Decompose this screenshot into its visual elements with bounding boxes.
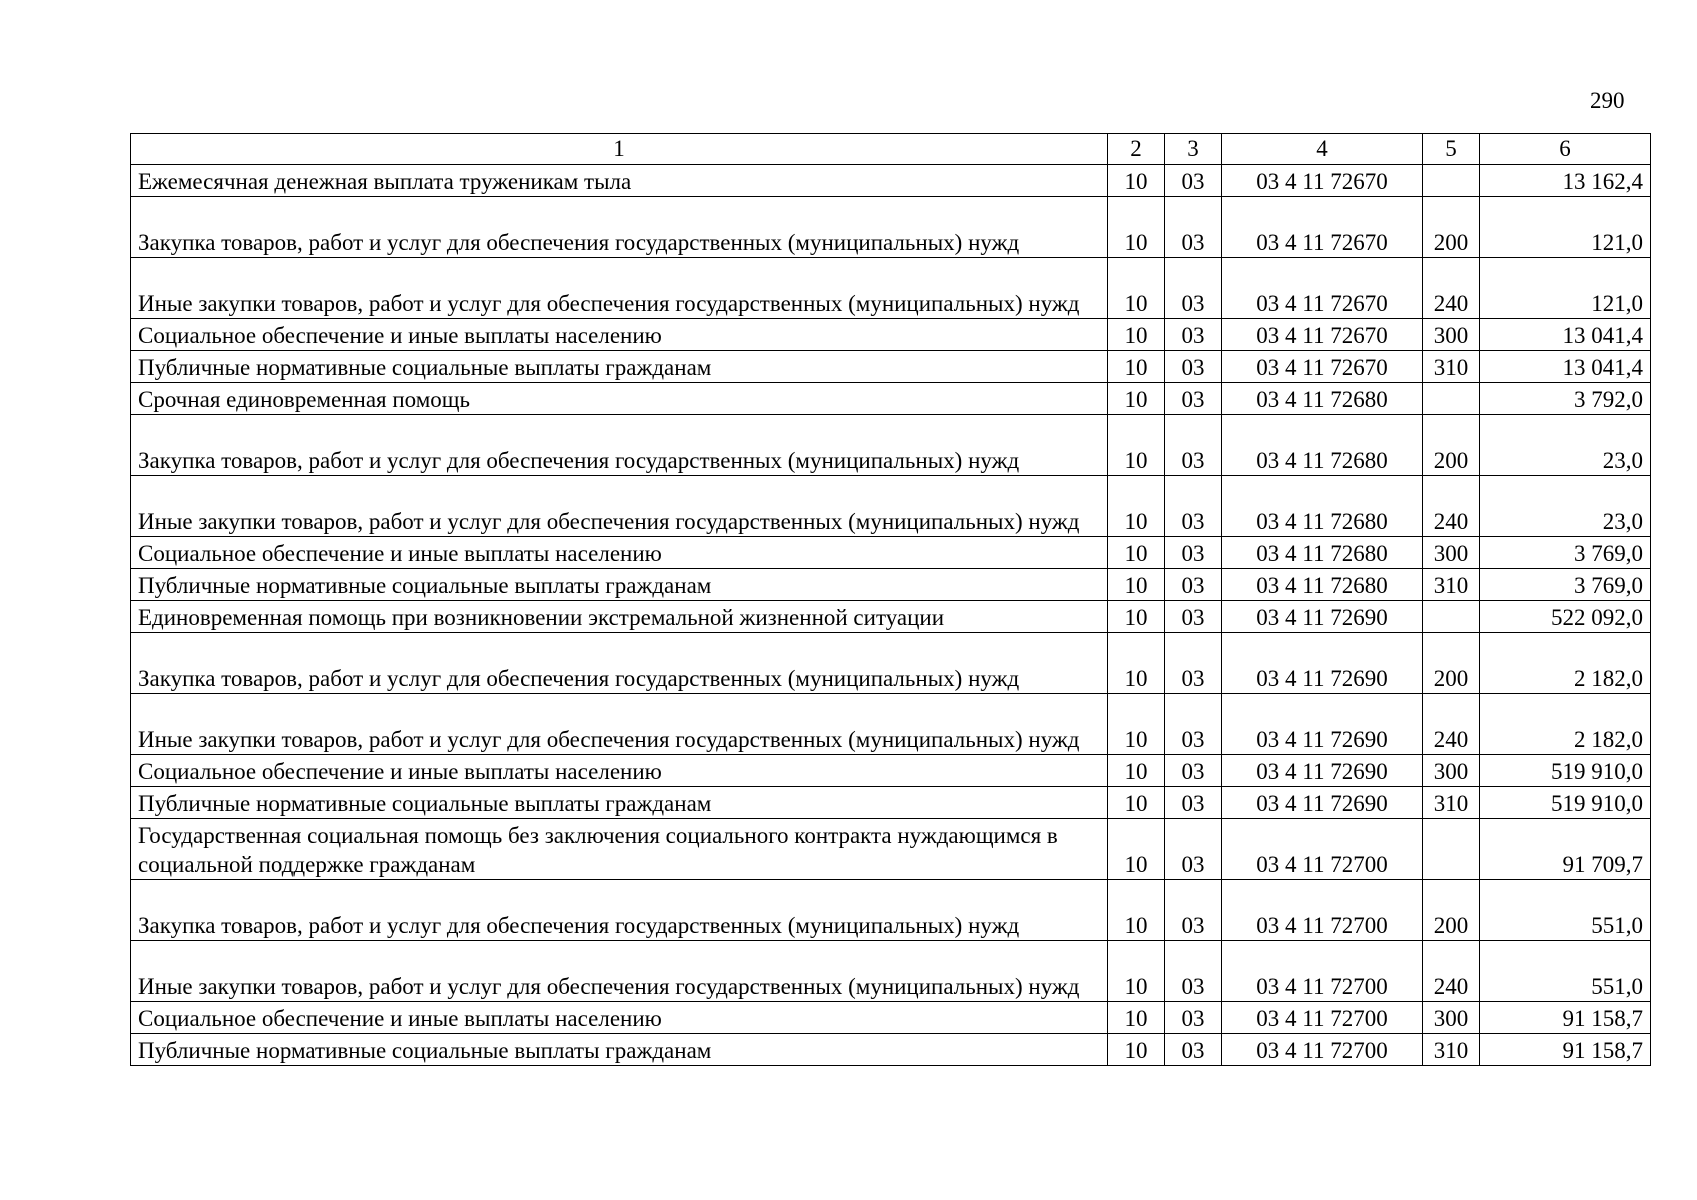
row-target-article: 03 4 11 72680	[1222, 569, 1423, 601]
table-row	[131, 537, 1651, 569]
row-target-article: 03 4 11 72690	[1222, 694, 1423, 755]
row-subsection: 03	[1165, 537, 1222, 569]
row-target-article: 03 4 11 72690	[1222, 633, 1423, 694]
row-expense-type: 240	[1423, 476, 1480, 537]
row-section: 10	[1108, 415, 1165, 476]
row-amount: 551,0	[1480, 941, 1651, 1002]
row-subsection: 03	[1165, 415, 1222, 476]
table-row	[131, 197, 1651, 258]
row-section: 10	[1108, 1034, 1165, 1066]
row-target-article: 03 4 11 72670	[1222, 319, 1423, 351]
row-target-article: 03 4 11 72690	[1222, 601, 1423, 633]
row-section: 10	[1108, 694, 1165, 755]
column-header-1: 1	[131, 134, 1108, 165]
row-section: 10	[1108, 880, 1165, 941]
row-amount: 3 769,0	[1480, 537, 1651, 569]
table-row	[131, 351, 1651, 383]
row-subsection: 03	[1165, 880, 1222, 941]
row-amount: 91 158,7	[1480, 1002, 1651, 1034]
table-row	[131, 383, 1651, 415]
column-header-6: 6	[1480, 134, 1651, 165]
row-name: Ежемесячная денежная выплата труженикам тыла	[131, 165, 1108, 197]
row-subsection: 03	[1165, 258, 1222, 319]
row-section: 10	[1108, 537, 1165, 569]
row-subsection: 03	[1165, 1002, 1222, 1034]
row-section: 10	[1108, 941, 1165, 1002]
row-expense-type: 300	[1423, 319, 1480, 351]
row-name: Социальное обеспечение и иные выплаты населению	[131, 1002, 1108, 1034]
row-subsection: 03	[1165, 601, 1222, 633]
table-row	[131, 1034, 1651, 1066]
row-amount: 519 910,0	[1480, 755, 1651, 787]
row-name: Иные закупки товаров, работ и услуг для обеспечения государственных (муниципальных) нужд	[131, 476, 1108, 537]
row-target-article: 03 4 11 72700	[1222, 819, 1423, 880]
table-row	[131, 633, 1651, 694]
row-expense-type: 200	[1423, 633, 1480, 694]
table-row	[131, 941, 1651, 1002]
row-name: Иные закупки товаров, работ и услуг для обеспечения государственных (муниципальных) нужд	[131, 694, 1108, 755]
row-subsection: 03	[1165, 1034, 1222, 1066]
row-section: 10	[1108, 258, 1165, 319]
row-amount: 121,0	[1480, 197, 1651, 258]
row-section: 10	[1108, 165, 1165, 197]
row-name: Закупка товаров, работ и услуг для обеспечения государственных (муниципальных) нужд	[131, 197, 1108, 258]
row-expense-type	[1423, 383, 1480, 415]
row-target-article: 03 4 11 72680	[1222, 383, 1423, 415]
row-amount: 551,0	[1480, 880, 1651, 941]
row-subsection: 03	[1165, 941, 1222, 1002]
row-target-article: 03 4 11 72670	[1222, 165, 1423, 197]
row-amount: 3 792,0	[1480, 383, 1651, 415]
row-expense-type: 310	[1423, 569, 1480, 601]
row-section: 10	[1108, 1002, 1165, 1034]
row-subsection: 03	[1165, 383, 1222, 415]
row-subsection: 03	[1165, 755, 1222, 787]
column-header-2: 2	[1108, 134, 1165, 165]
row-section: 10	[1108, 755, 1165, 787]
row-amount: 121,0	[1480, 258, 1651, 319]
row-name: Закупка товаров, работ и услуг для обеспечения государственных (муниципальных) нужд	[131, 880, 1108, 941]
row-target-article: 03 4 11 72670	[1222, 197, 1423, 258]
row-amount: 13 041,4	[1480, 351, 1651, 383]
row-expense-type: 240	[1423, 694, 1480, 755]
row-name: Единовременная помощь при возникновении экстремальной жизненной ситуации	[131, 601, 1108, 633]
row-expense-type	[1423, 601, 1480, 633]
row-subsection: 03	[1165, 476, 1222, 537]
row-expense-type: 310	[1423, 351, 1480, 383]
row-amount: 2 182,0	[1480, 633, 1651, 694]
table-row	[131, 1002, 1651, 1034]
row-subsection: 03	[1165, 319, 1222, 351]
row-name: Закупка товаров, работ и услуг для обеспечения государственных (муниципальных) нужд	[131, 633, 1108, 694]
row-amount: 2 182,0	[1480, 694, 1651, 755]
table-header-row	[131, 134, 1651, 165]
table-row	[131, 165, 1651, 197]
row-section: 10	[1108, 787, 1165, 819]
table-row	[131, 601, 1651, 633]
row-expense-type: 310	[1423, 787, 1480, 819]
row-name: Социальное обеспечение и иные выплаты населению	[131, 537, 1108, 569]
row-target-article: 03 4 11 72690	[1222, 787, 1423, 819]
table-row	[131, 319, 1651, 351]
column-header-4: 4	[1222, 134, 1423, 165]
row-name: Публичные нормативные социальные выплаты гражданам	[131, 1034, 1108, 1066]
row-target-article: 03 4 11 72680	[1222, 537, 1423, 569]
table-row	[131, 819, 1651, 880]
row-name: Государственная социальная помощь без заключения социального контракта нуждающимся в социальной поддержке гражданам	[131, 819, 1108, 880]
row-target-article: 03 4 11 72700	[1222, 941, 1423, 1002]
row-subsection: 03	[1165, 569, 1222, 601]
row-target-article: 03 4 11 72680	[1222, 415, 1423, 476]
column-header-3: 3	[1165, 134, 1222, 165]
row-subsection: 03	[1165, 197, 1222, 258]
row-amount: 91 158,7	[1480, 1034, 1651, 1066]
page-number: 290	[1590, 88, 1625, 113]
row-name: Иные закупки товаров, работ и услуг для обеспечения государственных (муниципальных) нужд	[131, 258, 1108, 319]
row-target-article: 03 4 11 72700	[1222, 1034, 1423, 1066]
row-section: 10	[1108, 197, 1165, 258]
row-expense-type	[1423, 819, 1480, 880]
row-expense-type: 240	[1423, 941, 1480, 1002]
table-row	[131, 476, 1651, 537]
row-name: Социальное обеспечение и иные выплаты населению	[131, 319, 1108, 351]
row-subsection: 03	[1165, 819, 1222, 880]
table-row	[131, 787, 1651, 819]
row-subsection: 03	[1165, 351, 1222, 383]
row-expense-type: 300	[1423, 537, 1480, 569]
table-row	[131, 880, 1651, 941]
row-target-article: 03 4 11 72670	[1222, 258, 1423, 319]
row-amount: 91 709,7	[1480, 819, 1651, 880]
row-expense-type: 200	[1423, 197, 1480, 258]
row-name: Закупка товаров, работ и услуг для обеспечения государственных (муниципальных) нужд	[131, 415, 1108, 476]
row-name: Социальное обеспечение и иные выплаты населению	[131, 755, 1108, 787]
row-amount: 3 769,0	[1480, 569, 1651, 601]
table-row	[131, 569, 1651, 601]
row-subsection: 03	[1165, 787, 1222, 819]
table-row	[131, 415, 1651, 476]
table-row	[131, 694, 1651, 755]
row-target-article: 03 4 11 72680	[1222, 476, 1423, 537]
row-section: 10	[1108, 383, 1165, 415]
row-subsection: 03	[1165, 165, 1222, 197]
row-name: Иные закупки товаров, работ и услуг для обеспечения государственных (муниципальных) нужд	[131, 941, 1108, 1002]
row-section: 10	[1108, 569, 1165, 601]
row-section: 10	[1108, 819, 1165, 880]
budget-table	[130, 133, 1651, 1066]
row-section: 10	[1108, 351, 1165, 383]
row-target-article: 03 4 11 72700	[1222, 1002, 1423, 1034]
row-expense-type: 310	[1423, 1034, 1480, 1066]
row-target-article: 03 4 11 72700	[1222, 880, 1423, 941]
row-amount: 522 092,0	[1480, 601, 1651, 633]
row-subsection: 03	[1165, 694, 1222, 755]
row-expense-type: 300	[1423, 1002, 1480, 1034]
row-expense-type: 200	[1423, 880, 1480, 941]
column-header-5: 5	[1423, 134, 1480, 165]
row-name: Публичные нормативные социальные выплаты гражданам	[131, 787, 1108, 819]
row-target-article: 03 4 11 72690	[1222, 755, 1423, 787]
row-subsection: 03	[1165, 633, 1222, 694]
row-amount: 13 162,4	[1480, 165, 1651, 197]
row-amount: 519 910,0	[1480, 787, 1651, 819]
row-expense-type	[1423, 165, 1480, 197]
row-section: 10	[1108, 601, 1165, 633]
row-expense-type: 240	[1423, 258, 1480, 319]
row-section: 10	[1108, 319, 1165, 351]
row-name: Публичные нормативные социальные выплаты гражданам	[131, 569, 1108, 601]
row-expense-type: 200	[1423, 415, 1480, 476]
row-amount: 23,0	[1480, 415, 1651, 476]
row-expense-type: 300	[1423, 755, 1480, 787]
row-section: 10	[1108, 476, 1165, 537]
row-amount: 23,0	[1480, 476, 1651, 537]
table-row	[131, 258, 1651, 319]
row-name: Срочная единовременная помощь	[131, 383, 1108, 415]
row-section: 10	[1108, 633, 1165, 694]
row-name: Публичные нормативные социальные выплаты гражданам	[131, 351, 1108, 383]
table-row	[131, 755, 1651, 787]
row-amount: 13 041,4	[1480, 319, 1651, 351]
row-target-article: 03 4 11 72670	[1222, 351, 1423, 383]
